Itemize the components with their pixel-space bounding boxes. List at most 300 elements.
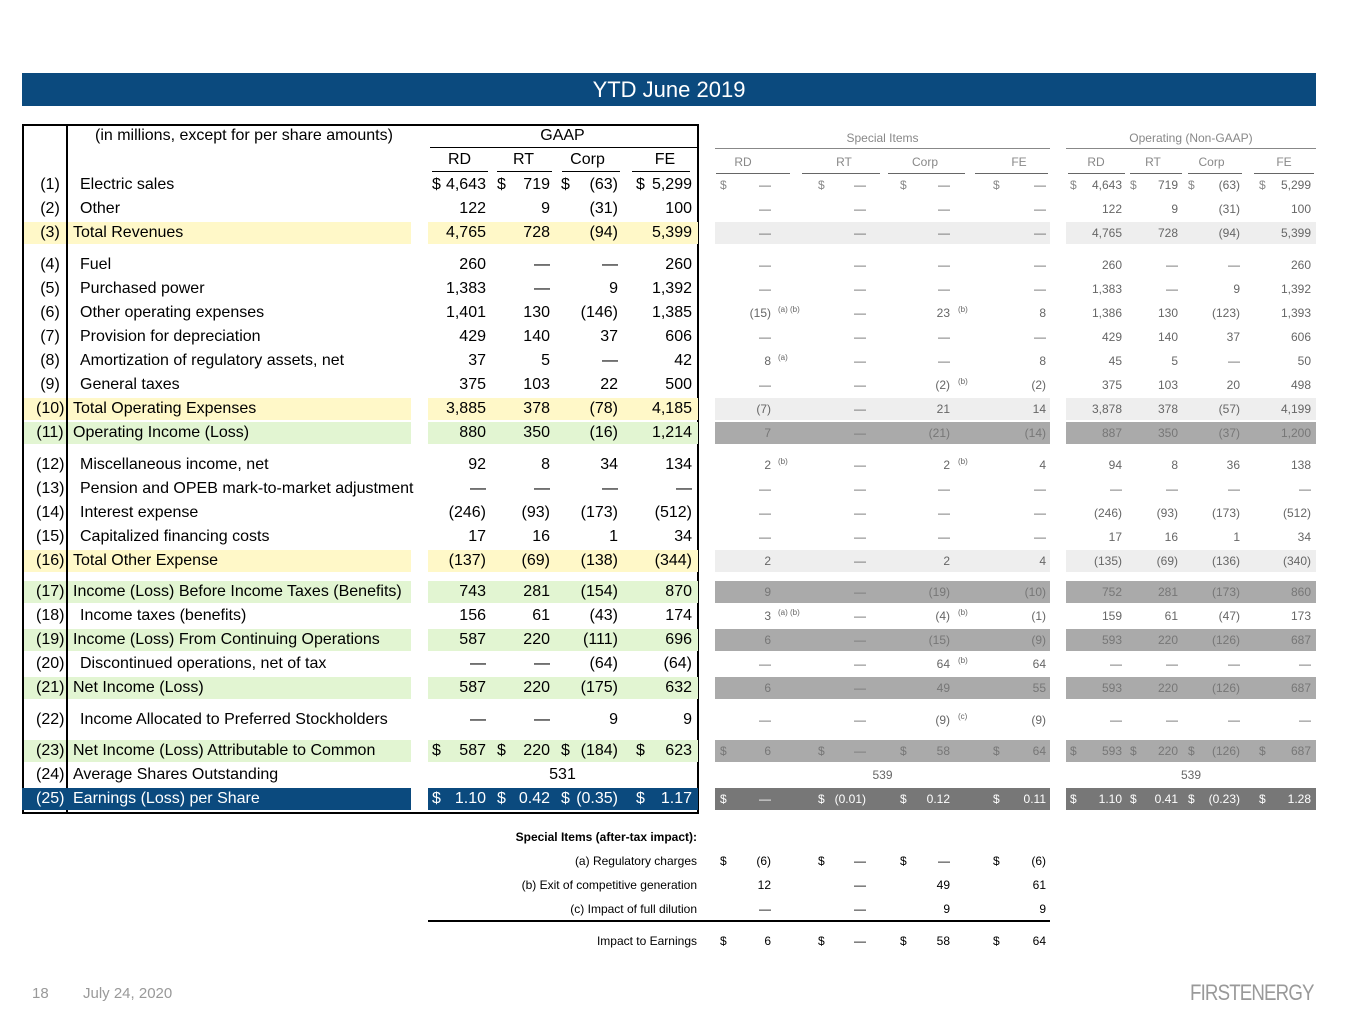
operating-value: 138 — [1290, 458, 1311, 472]
special-value: — — [854, 609, 866, 623]
special-value: 0.12 — [926, 792, 950, 806]
row-label: Purchased power — [80, 280, 205, 297]
row-label: Total Other Expense — [73, 552, 218, 569]
impact-value: 6 — [764, 934, 771, 948]
gaap-shares: 531 — [549, 766, 576, 783]
footnote-marker: (a) (b) — [778, 305, 800, 314]
footnote-marker: (b) — [958, 608, 968, 617]
operating-value: 1.28 — [1287, 792, 1311, 806]
dollar-sign: $ — [561, 176, 570, 193]
special-value: (19) — [928, 585, 950, 599]
gaap-value: (63) — [589, 176, 618, 193]
line-number: (25) — [36, 790, 65, 807]
special-value: — — [759, 178, 771, 192]
operating-value: 606 — [1290, 330, 1311, 344]
dollar-sign: $ — [818, 854, 825, 868]
special-value: 8 — [1039, 306, 1046, 320]
dollar-sign: $ — [993, 744, 1000, 758]
special-value: — — [759, 258, 771, 272]
row-label: Pension and OPEB mark-to-market adjustment — [80, 480, 414, 497]
gaap-value: 281 — [523, 583, 550, 600]
operating-value: 687 — [1290, 744, 1311, 758]
operating-value: 719 — [1157, 178, 1178, 192]
special-value: — — [1034, 530, 1046, 544]
row-label: Net Income (Loss) Attributable to Common — [73, 742, 376, 759]
gaap-value: 122 — [459, 200, 486, 217]
special-item-value: 9 — [1039, 902, 1046, 916]
gaap-value: (93) — [521, 504, 550, 521]
footnote-marker: (a) — [778, 353, 788, 362]
operating-value: (94) — [1218, 226, 1240, 240]
row-label: Total Revenues — [73, 224, 184, 241]
dollar-sign: $ — [1188, 792, 1195, 806]
operating-value: (63) — [1218, 178, 1240, 192]
operating-value: (173) — [1211, 585, 1240, 599]
dollar-sign: $ — [1259, 744, 1266, 758]
operating-value: 1,386 — [1091, 306, 1122, 320]
operating-value: (340) — [1282, 554, 1311, 568]
dollar-sign: $ — [993, 178, 1000, 192]
gaap-value: 587 — [459, 742, 486, 759]
dollar-sign: $ — [1259, 178, 1266, 192]
operating-value: — — [1228, 657, 1240, 671]
gaap-value: 378 — [523, 400, 550, 417]
gaap-value: 743 — [459, 583, 486, 600]
gaap-value: 34 — [600, 456, 618, 473]
operating-value: — — [1166, 282, 1178, 296]
special-value: — — [854, 681, 866, 695]
line-number: (14) — [36, 504, 65, 521]
col-underline — [802, 173, 880, 174]
special-value: — — [938, 178, 950, 192]
gaap-value: (173) — [580, 504, 618, 521]
operating-value: 4,643 — [1091, 178, 1122, 192]
line-number: (13) — [36, 480, 65, 497]
dollar-sign: $ — [1070, 744, 1077, 758]
gaap-value: (0.35) — [576, 790, 618, 807]
gaap-value: (138) — [580, 552, 618, 569]
operating-value: 752 — [1101, 585, 1122, 599]
gaap-value: — — [534, 711, 550, 728]
dollar-sign: $ — [432, 176, 441, 193]
line-number: (20) — [36, 655, 65, 672]
special-value: — — [938, 282, 950, 296]
operating-value: 260 — [1290, 258, 1311, 272]
special-value: (15) — [928, 633, 950, 647]
special-value: — — [854, 426, 866, 440]
gaap-value: 350 — [523, 424, 550, 441]
footnote-marker: (c) — [958, 712, 968, 721]
gaap-value: — — [534, 280, 550, 297]
operating-col-corp: Corp — [1198, 155, 1225, 169]
dollar-sign: $ — [636, 790, 645, 807]
special-value: — — [1034, 258, 1046, 272]
operating-value: 94 — [1108, 458, 1122, 472]
dollar-sign: $ — [1070, 178, 1077, 192]
footnote-marker: (b) — [778, 457, 788, 466]
gaap-value: — — [602, 480, 618, 497]
special-value: — — [1034, 506, 1046, 520]
gaap-value: 260 — [459, 256, 486, 273]
operating-value: 3,878 — [1091, 402, 1122, 416]
operating-value: — — [1299, 713, 1311, 727]
gaap-value: 4,643 — [445, 176, 486, 193]
special-value: — — [854, 506, 866, 520]
operating-value: (0.23) — [1208, 792, 1240, 806]
line-number: (22) — [36, 711, 65, 728]
special-value: 64 — [1032, 657, 1046, 671]
operating-value: 16 — [1164, 530, 1178, 544]
special-value: (15) — [749, 306, 771, 320]
special-value: — — [938, 202, 950, 216]
gaap-value: 4,765 — [445, 224, 486, 241]
impact-value: — — [854, 934, 866, 948]
line-number: (16) — [36, 552, 65, 569]
dollar-sign: $ — [1188, 744, 1195, 758]
dollar-sign: $ — [900, 744, 907, 758]
operating-value: 687 — [1290, 633, 1311, 647]
gaap-value: 9 — [541, 200, 550, 217]
line-number: (11) — [36, 424, 64, 441]
gaap-value: 623 — [665, 742, 692, 759]
operating-value: (69) — [1156, 554, 1178, 568]
special-value: 6 — [764, 633, 771, 647]
footer-date: July 24, 2020 — [83, 985, 173, 1002]
special-value: 3 — [764, 609, 771, 623]
dollar-sign: $ — [636, 176, 645, 193]
special-value: 8 — [1039, 354, 1046, 368]
gaap-value: 1,383 — [445, 280, 486, 297]
gaap-value: 8 — [541, 456, 550, 473]
gaap-value: 220 — [523, 742, 550, 759]
special-value: 6 — [764, 681, 771, 695]
operating-value: 1 — [1233, 530, 1240, 544]
operating-value: — — [1110, 713, 1122, 727]
operating-shares: 539 — [1180, 768, 1202, 782]
line-number: (12) — [36, 456, 65, 473]
operating-value: 593 — [1101, 681, 1122, 695]
gaap-value: (94) — [589, 224, 618, 241]
special-value: — — [854, 306, 866, 320]
row-label: Capitalized financing costs — [80, 528, 270, 545]
operating-value: 1,383 — [1091, 282, 1122, 296]
row-label: Net Income (Loss) — [73, 679, 204, 696]
operating-value: 1,393 — [1280, 306, 1311, 320]
gaap-value: (69) — [521, 552, 550, 569]
gaap-value: 61 — [532, 607, 550, 624]
dollar-sign: $ — [993, 854, 1000, 868]
row-label: Income taxes (benefits) — [80, 607, 247, 624]
gaap-value: (64) — [663, 655, 692, 672]
special-value: 64 — [1032, 744, 1046, 758]
gaap-col-underline — [432, 171, 488, 172]
page-number: 18 — [32, 985, 49, 1002]
gaap-value: — — [470, 655, 486, 672]
special-value: — — [1034, 202, 1046, 216]
operating-value: — — [1228, 258, 1240, 272]
operating-value: 37 — [1226, 330, 1240, 344]
gaap-value: 1,401 — [445, 304, 486, 321]
operating-value: — — [1166, 713, 1178, 727]
gaap-col-underline — [632, 171, 690, 172]
dollar-sign: $ — [497, 790, 506, 807]
operating-value: 498 — [1290, 378, 1311, 392]
row-label: General taxes — [80, 376, 180, 393]
operating-value: (123) — [1211, 306, 1240, 320]
operating-value: 860 — [1290, 585, 1311, 599]
line-number: (3) — [40, 224, 60, 241]
operating-value: 5,299 — [1280, 178, 1311, 192]
line-number: (15) — [36, 528, 65, 545]
operating-value: — — [1228, 713, 1240, 727]
gaap-value: 719 — [523, 176, 550, 193]
operating-value: 8 — [1171, 458, 1178, 472]
special-value: — — [938, 482, 950, 496]
special-value: — — [854, 178, 866, 192]
gaap-value: 9 — [609, 711, 618, 728]
impact-label: Impact to Earnings — [596, 934, 697, 948]
operating-value: 4,199 — [1280, 402, 1311, 416]
impact-value: 58 — [936, 934, 950, 948]
operating-value: 140 — [1157, 330, 1178, 344]
gaap-value: — — [676, 480, 692, 497]
operating-value: (57) — [1218, 402, 1240, 416]
special-value: — — [854, 378, 866, 392]
operating-value: 100 — [1290, 202, 1311, 216]
special-value: 4 — [1039, 554, 1046, 568]
special-item-value: 61 — [1032, 878, 1046, 892]
special-value: — — [938, 258, 950, 272]
operating-value: 1,392 — [1280, 282, 1311, 296]
title-banner: YTD June 2019 — [22, 73, 1316, 106]
dollar-sign: $ — [1130, 744, 1137, 758]
dollar-sign: $ — [818, 934, 825, 948]
gaap-value: 429 — [459, 328, 486, 345]
row-label: Amortization of regulatory assets, net — [80, 352, 345, 369]
operating-value: 429 — [1101, 330, 1122, 344]
dollar-sign: $ — [636, 742, 645, 759]
special-value: (2) — [935, 378, 950, 392]
gaap-value: 587 — [459, 631, 486, 648]
dollar-sign: $ — [900, 792, 907, 806]
special-item-value: — — [854, 902, 866, 916]
gaap-value: — — [470, 711, 486, 728]
operating-value: — — [1228, 482, 1240, 496]
operating-value: — — [1228, 354, 1240, 368]
footnote-marker: (a) (b) — [778, 608, 800, 617]
special-value: (0.01) — [834, 792, 866, 806]
row-label: Provision for depreciation — [80, 328, 261, 345]
operating-value: (37) — [1218, 426, 1240, 440]
table-subtitle: (in millions, except for per share amounts) — [95, 127, 393, 144]
operating-value: — — [1110, 482, 1122, 496]
gaap-col-rt: RT — [512, 151, 535, 168]
operating-value: 1.10 — [1098, 792, 1122, 806]
gaap-value: 1,392 — [651, 280, 692, 297]
special-col-corp: Corp — [911, 155, 938, 169]
operating-header-rule — [1066, 148, 1316, 149]
gaap-value: — — [470, 480, 486, 497]
special-value: — — [759, 713, 771, 727]
special-value: (14) — [1024, 426, 1046, 440]
brand-logo: FIRSTENERGY — [1190, 980, 1314, 1005]
gaap-value: (16) — [589, 424, 618, 441]
row-label: Earnings (Loss) per Share — [73, 790, 260, 807]
operating-value: 5 — [1171, 354, 1178, 368]
gaap-value: (31) — [589, 200, 618, 217]
operating-value: — — [1110, 657, 1122, 671]
gaap-value: 16 — [532, 528, 550, 545]
special-value: 2 — [764, 458, 771, 472]
special-item-value: 49 — [936, 878, 950, 892]
special-value: — — [759, 506, 771, 520]
row-label: Income Allocated to Preferred Stockholders — [80, 711, 388, 728]
operating-value: 220 — [1157, 633, 1178, 647]
gaap-value: 1.10 — [454, 790, 486, 807]
gaap-value: (146) — [580, 304, 618, 321]
gaap-value: (78) — [589, 400, 618, 417]
operating-value: 5,399 — [1280, 226, 1311, 240]
gaap-value: 1,385 — [651, 304, 692, 321]
operating-value: 220 — [1157, 744, 1178, 758]
special-item-label: (c) Impact of full dilution — [570, 902, 697, 916]
gaap-value: 220 — [523, 631, 550, 648]
special-value: — — [1034, 282, 1046, 296]
operating-value: (126) — [1211, 681, 1240, 695]
special-value: 9 — [764, 585, 771, 599]
operating-value: 103 — [1157, 378, 1178, 392]
special-value: — — [854, 402, 866, 416]
dollar-sign: $ — [720, 744, 727, 758]
special-value: — — [938, 506, 950, 520]
special-value: 8 — [764, 354, 771, 368]
gaap-header-rule — [430, 147, 697, 148]
special-item-value: (6) — [1031, 854, 1046, 868]
special-value: — — [759, 482, 771, 496]
dollar-sign: $ — [1188, 178, 1195, 192]
operating-value: (135) — [1093, 554, 1122, 568]
dollar-sign: $ — [720, 934, 727, 948]
special-value: 7 — [764, 426, 771, 440]
operating-value: 593 — [1101, 633, 1122, 647]
operating-value: (126) — [1211, 633, 1240, 647]
row-label: Operating Income (Loss) — [73, 424, 250, 441]
special-value: — — [938, 530, 950, 544]
special-value: (21) — [928, 426, 950, 440]
operating-value: — — [1166, 482, 1178, 496]
special-value: — — [854, 713, 866, 727]
operating-value: 260 — [1101, 258, 1122, 272]
special-value: — — [759, 330, 771, 344]
gaap-value: 9 — [683, 711, 692, 728]
dollar-sign: $ — [1130, 792, 1137, 806]
gaap-value: 17 — [468, 528, 486, 545]
special-value: 14 — [1032, 402, 1046, 416]
special-value: — — [854, 282, 866, 296]
operating-col-rt: RT — [1145, 155, 1161, 169]
operating-value: — — [1299, 482, 1311, 496]
gaap-group-header: GAAP — [540, 127, 585, 144]
dollar-sign: $ — [497, 176, 506, 193]
operating-col-rd: RD — [1087, 155, 1105, 169]
special-item-value: — — [938, 854, 950, 868]
line-number: (21) — [36, 679, 65, 696]
special-value: — — [854, 554, 866, 568]
gaap-value: (43) — [589, 607, 618, 624]
special-value: 2 — [764, 554, 771, 568]
gaap-value: 156 — [459, 607, 486, 624]
operating-value: 36 — [1226, 458, 1240, 472]
operating-value: (126) — [1211, 744, 1240, 758]
special-col-rd: RD — [734, 155, 752, 169]
special-value: 21 — [936, 402, 950, 416]
gaap-value: 5,399 — [651, 224, 692, 241]
gaap-value: (175) — [580, 679, 618, 696]
dollar-sign: $ — [720, 792, 727, 806]
gaap-value: 728 — [523, 224, 550, 241]
special-value: (10) — [1024, 585, 1046, 599]
gaap-value: (111) — [583, 631, 618, 648]
special-value: 2 — [943, 458, 950, 472]
gaap-value: (154) — [580, 583, 618, 600]
footnote-marker: (b) — [958, 377, 968, 386]
operating-value: — — [1299, 657, 1311, 671]
operating-value: (136) — [1211, 554, 1240, 568]
special-item-value: 9 — [943, 902, 950, 916]
col-underline — [716, 173, 790, 174]
gaap-value: 260 — [665, 256, 692, 273]
special-item-value: (6) — [756, 854, 771, 868]
gaap-value: 3,885 — [445, 400, 486, 417]
special-value: (9) — [1031, 633, 1046, 647]
special-value: — — [1034, 178, 1046, 192]
operating-value: 17 — [1108, 530, 1122, 544]
gaap-value: 42 — [674, 352, 692, 369]
operating-value: 159 — [1101, 609, 1122, 623]
special-value: — — [759, 202, 771, 216]
special-value: — — [854, 202, 866, 216]
gaap-col-underline — [562, 171, 620, 172]
impact-value: 64 — [1032, 934, 1046, 948]
special-value: 0.11 — [1023, 792, 1046, 806]
operating-value: 173 — [1290, 609, 1311, 623]
special-value: — — [854, 530, 866, 544]
gaap-value: (137) — [448, 552, 486, 569]
row-label: Total Operating Expenses — [73, 400, 257, 417]
special-value: — — [854, 226, 866, 240]
special-value: — — [854, 458, 866, 472]
special-value: — — [1034, 226, 1046, 240]
operating-value: 20 — [1226, 378, 1240, 392]
special-value: — — [759, 657, 771, 671]
gaap-value: 606 — [665, 328, 692, 345]
gaap-value: 130 — [523, 304, 550, 321]
line-number: (7) — [40, 328, 60, 345]
dollar-sign: $ — [818, 178, 825, 192]
row-label: Other operating expenses — [80, 304, 265, 321]
special-value: 2 — [943, 554, 950, 568]
gaap-value: 696 — [665, 631, 692, 648]
gaap-value: 0.42 — [518, 790, 550, 807]
dollar-sign: $ — [900, 854, 907, 868]
gaap-value: 5,299 — [651, 176, 692, 193]
gaap-col-rd: RD — [447, 151, 472, 168]
operating-value: (47) — [1218, 609, 1240, 623]
operating-value: 9 — [1171, 202, 1178, 216]
special-value: — — [759, 282, 771, 296]
gaap-value: 103 — [523, 376, 550, 393]
gaap-value: 220 — [523, 679, 550, 696]
